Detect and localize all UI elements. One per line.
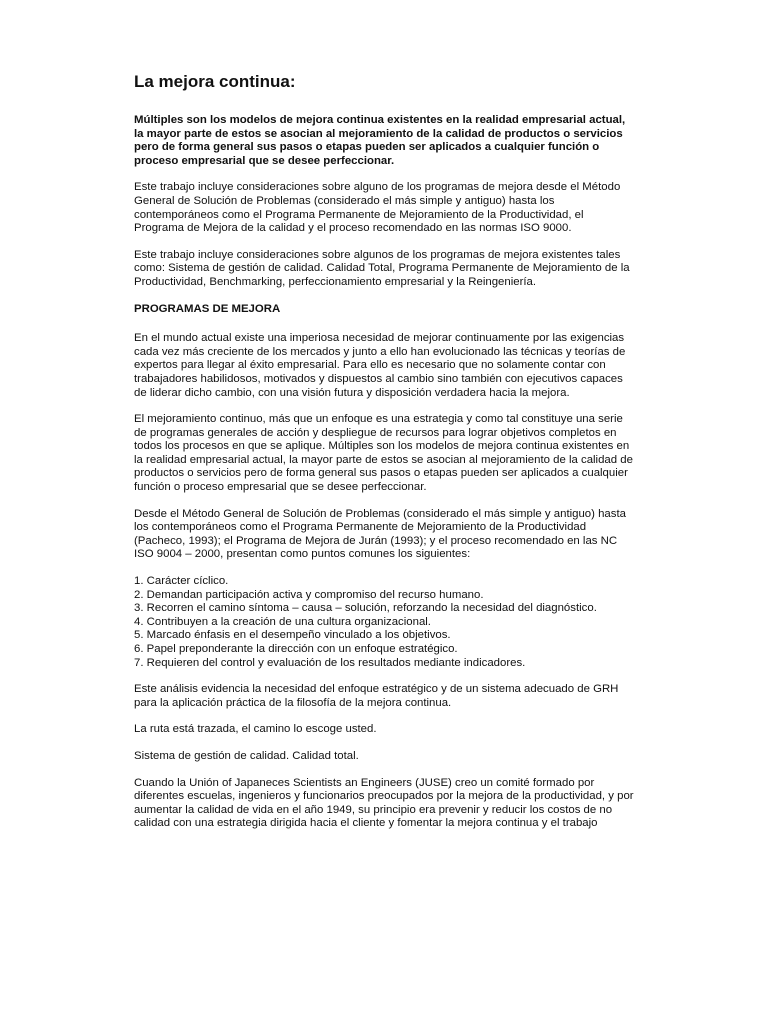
paragraph-7: La ruta está trazada, el camino lo escoge usted. bbox=[134, 723, 377, 736]
list-item: 7. Requieren del control y evaluación de los resultados mediante indicadores. bbox=[134, 656, 526, 669]
list-item: 4. Contribuyen a la creación de una cultura organizacional. bbox=[134, 615, 431, 628]
list-item: 2. Demandan participación activa y compromiso del recurso humano. bbox=[134, 588, 484, 601]
list-item: 5. Marcado énfasis en el desempeño vinculado a los objetivos. bbox=[134, 629, 451, 642]
paragraph-4: El mejoramiento continuo, más que un enfoque es una estrategia y como tal constituye una serie de programas generales de acción y despliegue de recursos para lograr objetivos completos en todos los procesos en que se aplique. Múltiples son los modelos de mejora continua existentes en la realidad empresarial actual, la mayor parte de estos se asocian al mejoramiento de la calidad de productos o servicios pero de forma general sus pasos o etapas pueden ser aplicados a cualquier función o proceso empresarial que se desee perfeccionar. bbox=[134, 413, 633, 494]
paragraph-1: Este trabajo incluye consideraciones sobre alguno de los programas de mejora desde el Método General de Solución de Problemas (considerado el más simple y antiguo) hasta los contemporáneos como el Programa Permanente de Mejoramiento de la Productividad, el Programa de Mejora de la calidad y el proceso recomendado en las normas ISO 9000. bbox=[134, 181, 621, 235]
document-title: La mejora continua: bbox=[134, 72, 296, 91]
paragraph-3: En el mundo actual existe una imperiosa necesidad de mejorar continuamente por las exigencias cada vez más creciente de los mercados y junto a ello han evolucionado las técnicas y teorías de expertos para llegar al éxito empresarial. Para ello es necesario que no solamente contar con trabajadores habilidosos, motivados y dispuestos al cambio sino también con ejecutivos capaces de liderar dicho cambio, con una visión futura y disposición verdadera hacia la mejora. bbox=[134, 332, 626, 399]
paragraph-9: Cuando la Unión of Japaneces Scientists an Engineers (JUSE) creo un comité formado por diferentes escuelas, ingenieros y funcionarios preocupados por la mejora de la productividad, y por aumentar la calidad de vida en el año 1949, su principio era prevenir y reducir los costos de no calidad con una estrategia dirigida hacia el cliente y fomentar la mejora continua y el trabajo bbox=[134, 776, 634, 830]
paragraph-6: Este análisis evidencia la necesidad del enfoque estratégico y de un sistema adecuado de GRH para la aplicación práctica de la filosofía de la mejora continua. bbox=[134, 683, 619, 709]
paragraph-5: Desde el Método General de Solución de Problemas (considerado el más simple y antiguo) hasta los contemporáneos como el Programa Permanente de Mejoramiento de la Productividad (Pacheco, 1993); el Programa de Mejora de Jurán (1993); y el proceso recomendado en las NC ISO 9004 – 2000, presentan como puntos comunes los siguientes: bbox=[134, 507, 626, 561]
common-points-list bbox=[134, 575, 634, 670]
paragraph-2: Este trabajo incluye consideraciones sobre algunos de los programas de mejora existentes tales como: Sistema de gestión de calidad. Calidad Total, Programa Permanente de Mejoramiento de la Productividad, Benchmarking, perfeccionamiento empresarial y la Reingeniería. bbox=[134, 248, 630, 288]
section-heading: PROGRAMAS DE MEJORA bbox=[134, 302, 281, 315]
list-item: 1. Carácter cíclico. bbox=[134, 575, 229, 588]
document-page bbox=[134, 72, 634, 844]
list-item: 3. Recorren el camino síntoma – causa – solución, reforzando la necesidad del diagnóstico. bbox=[134, 602, 597, 615]
paragraph-8: Sistema de gestión de calidad. Calidad total. bbox=[134, 749, 359, 762]
intro-paragraph: Múltiples son los modelos de mejora continua existentes en la realidad empresarial actual, la mayor parte de estos se asocian al mejoramiento de la calidad de productos o servicios pero de forma general sus pasos o etapas pueden ser aplicados a cualquier función o proceso empresarial que se desee perfeccionar. bbox=[134, 114, 626, 167]
list-item: 6. Papel preponderante la dirección con un enfoque estratégico. bbox=[134, 643, 458, 655]
